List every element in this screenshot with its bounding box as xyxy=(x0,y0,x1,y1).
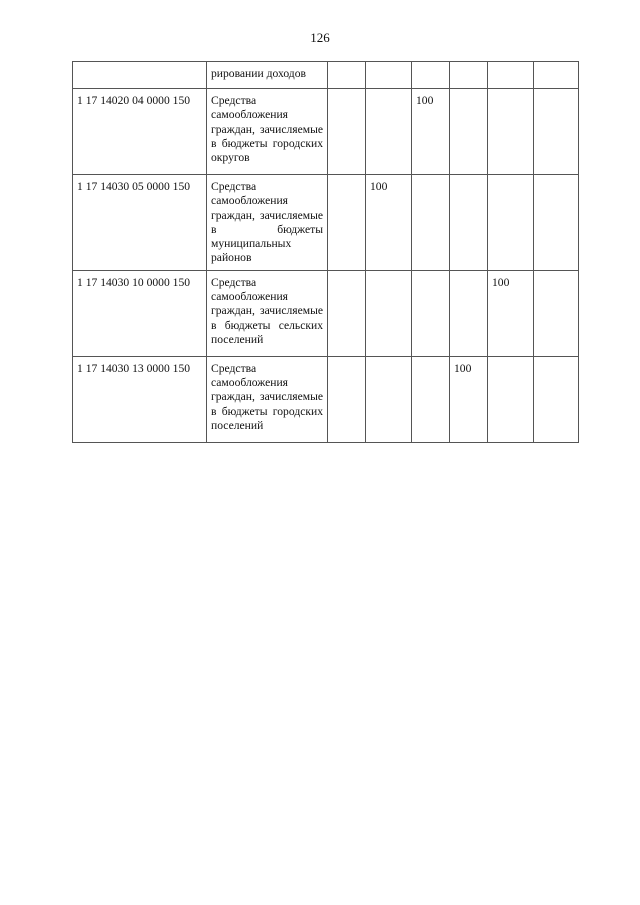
value-cell xyxy=(488,62,534,89)
name-cell xyxy=(207,175,328,271)
name-cell: рировании доходов xyxy=(207,62,328,89)
name-text: Средства самообложения граждан, зачисляемые в бюджеты городских округов xyxy=(211,94,323,165)
value-cell xyxy=(534,356,579,442)
name-cell xyxy=(207,356,328,442)
value-cell xyxy=(488,89,534,175)
table-row xyxy=(73,89,579,175)
code-cell: 1 17 14030 13 0000 150 xyxy=(73,356,207,442)
page-number: 126 xyxy=(310,30,330,45)
value-cell xyxy=(534,89,579,175)
value-cell xyxy=(328,356,366,442)
value-cell xyxy=(412,270,450,356)
name-cell xyxy=(207,270,328,356)
name-text: Средства самообложения граждан, зачисляемые в бюджеты сельских поселений xyxy=(211,275,323,346)
value-cell: 100 xyxy=(412,89,450,175)
name-text: Средства самообложения граждан, зачисляемые в бюджеты городских поселений xyxy=(211,361,323,432)
value-cell xyxy=(328,175,366,271)
table-row xyxy=(73,270,579,356)
value-cell xyxy=(366,62,412,89)
value-cell xyxy=(450,89,488,175)
name-cell xyxy=(207,89,328,175)
value-cell: 100 xyxy=(450,356,488,442)
value-cell xyxy=(366,356,412,442)
revenue-distribution-table xyxy=(72,61,579,443)
value-cell xyxy=(328,270,366,356)
value-cell xyxy=(488,175,534,271)
value-cell xyxy=(412,356,450,442)
name-text: Средства самообложения граждан, зачисляемые в бюджеты муниципальных районов xyxy=(211,180,323,265)
table-row-continuation xyxy=(73,62,579,89)
value-cell xyxy=(412,62,450,89)
value-cell xyxy=(328,89,366,175)
value-cell xyxy=(366,270,412,356)
value-cell xyxy=(534,175,579,271)
value-cell xyxy=(328,62,366,89)
code-cell: 1 17 14020 04 0000 150 xyxy=(73,89,207,175)
value-cell xyxy=(450,62,488,89)
value-cell: 100 xyxy=(488,270,534,356)
value-cell: 100 xyxy=(366,175,412,271)
value-cell xyxy=(534,62,579,89)
code-cell: 1 17 14030 10 0000 150 xyxy=(73,270,207,356)
value-cell xyxy=(450,270,488,356)
value-cell xyxy=(450,175,488,271)
table-row xyxy=(73,356,579,442)
value-cell xyxy=(366,89,412,175)
table-row xyxy=(73,175,579,271)
value-cell xyxy=(412,175,450,271)
value-cell xyxy=(488,356,534,442)
code-cell xyxy=(73,62,207,89)
code-cell: 1 17 14030 05 0000 150 xyxy=(73,175,207,271)
value-cell xyxy=(534,270,579,356)
